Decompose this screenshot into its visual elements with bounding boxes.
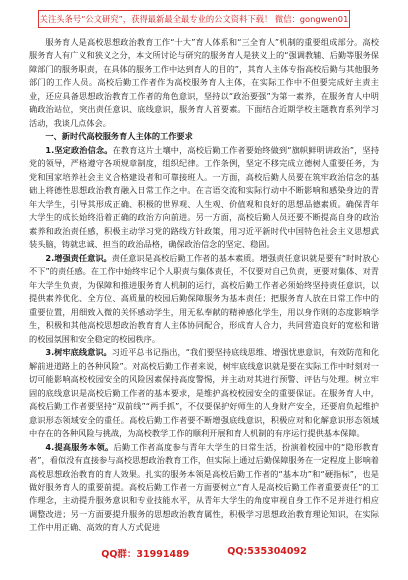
subpoint-title: 1.坚定政治信念。 — [45, 144, 113, 155]
paragraph: 4.提高服务本领。后勤工作者高度参与青年大学生的日常生活，扮演着校园中的“隐形教育者”，看似没有直接参与高校思想政治教育工作，但实际上通过后勤保障服务在一定程度上影响着高校思想政治教育的育人效果。扎实的服务本领是高校后勤工作者的“基本功”和“硬指标”，也是做好服务育人的重要前提。高校后勤工作者一方面要树立“育人是高校后勤工作者重要责任”的工作理念，主动提升服务意识和专业技能水平，从青年大学生的角度审视自身工作不足并进行相应调整改进；另一方面要提升服务的思想政治教育属性，积极学习思想政治教育理论知识，在实际工作中用正确、高效的育人方式促进 — [29, 441, 379, 533]
paragraph: 服务育人是高校思想政治教育工作“十大”育人体系和“三全育人”机制的重要组成部分。高校服务育人有广义和狭义之分，本文所讨论与研究的服务育人是狭义上的“强调教辅、后勤等服务保障部门的服务职责，在具体的服务工作中达到育人的目的”，其育人主体专指高校后勤与其他服务部门的工作人员。高校后勤工作者作为高校服务育人主体，在实际工作中不但要完成好主责主业，还应具备思想政治教育工作者的角色意识，坚持以“政治要强”为第一素养，在服务育人中明确政治站位，突出责任意识、底线意识，服务育人首要素。下面结合近期学校主题教育系列学习活动，我谈几点体会。 — [29, 37, 379, 128]
promo-banner[interactable] — [38, 10, 350, 28]
subpoint-title: 4.提高服务本领。 — [45, 441, 114, 452]
document-body — [29, 36, 379, 535]
paragraph: 2.增强责任意识。责任意识是高校后勤工作者的基本素质。增强责任意识就是要有“时时放心不下”的责任感。在工作中始终牢记个人职责与集体责任，不仅要对自己负责，更要对集体、对青年大学生负责，为保障和推进服务育人机制的运行，高校后勤工作者必须始终坚持责任意识，以提供素养优化、全方位、高质量的校园后勤保障服务为基本责任；把服务育人放在日常工作中的重要位置，用细致入微的关怀感动学生，用无私奉献的精神感化学生，用以身作则的态度影响学生，积极和其他高校思想政治教育育人主体协同配合，形成育人合力，共同营造良好的宽松和谐的校园氛围和安全稳定的校园秩序。 — [29, 252, 379, 344]
promo-banner-text: 关注头条号“公文研究”，获得最新最全最专业的公文资料下载！ 微信：gongwen01 — [39, 14, 349, 24]
paragraph: 3.树牢底线意识。习近平总书记指出，“我们要坚持底线思维、增强忧患意识，有效防范和化解前进道路上的各种风险”。对高校后勤工作者来说，树牢底线意识就是要在实际工作中时刻对一切可能影响高校校园安全的风险因素保持高度警惕，并主动对其进行预警、评估与处理。树立牢固的底线意识是高校后勤工作者的基本要求，是维护高校校园安全的重要保证。在服务育人中，高校后勤工作者要坚持“双前线”“两手抓”，不仅要保护好师生的人身财产安全，还要肩负起维护意识形态领域安全的重任。高校后勤工作者要不断增强底线意识，积极应对和化解意识形态领域中存在的各种风险与挑战，为高校教学工作的顺利开展和育人机制的有序运行提供基本保障。 — [29, 347, 379, 439]
footer-qq-group: QQ群：31991489 — [101, 549, 190, 560]
paragraph: 1.坚定政治信念。在教育这片土壤中，高校后勤工作者要始终做到“旗帜鲜明讲政治”，坚持党的领导，严格遵守各项规章制度，组织纪律。工作条例，坚定不移完成立德树人重要任务，为党和国家培养社会主义合格建设者和可靠接班人。一方面，高校后勤人员要在筑牢政治信念的基础上将德性思想政治教育融入日常工作之中。在言语交流和实际行动中不断影响和感染身边的青年大学生，引导其形成正确、积极的世界观、人生观、价值观和良好的思想品德素质。确保青年大学生的成长始终沿着正确的政治方向前进。另一方面，高校后勤人员还要不断提高自身的政治素养和政治责任感，积极主动学习党的路线方针政策，用习近平新时代中国特色社会主义思想武装头脑，铸就忠诚、担当的政治品格，确保政治信念的坚定、稳固。 — [29, 144, 380, 250]
section-heading: 一、新时代高校服务育人主体的工作要求 — [45, 131, 193, 142]
subpoint-title: 3.树牢底线意识。 — [45, 347, 112, 358]
subpoint-title: 2.增强责任意识。 — [45, 252, 112, 263]
footer-qq-number: QQ:535304092 — [227, 546, 307, 557]
footer-contact — [0, 546, 408, 560]
